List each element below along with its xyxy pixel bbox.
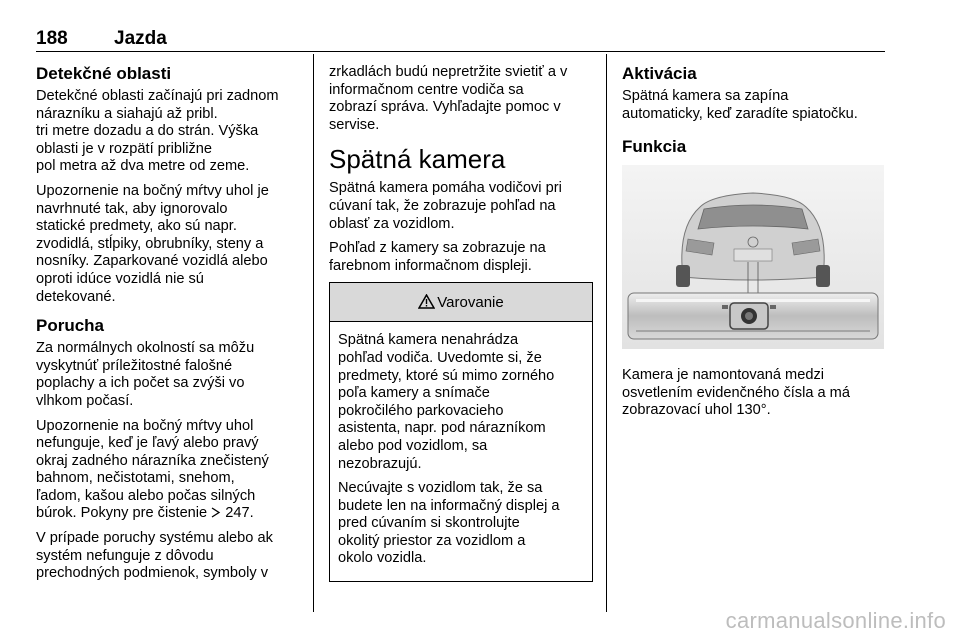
heading-rear-camera: Spätná kamera [329,144,506,175]
page-number: 188 [36,28,68,49]
warning-triangle-icon [418,294,437,312]
paragraph [36,530,306,583]
text-line: Necúvajte s vozidlom tak, že sa [338,480,543,497]
heading-detection-zones: Detekčné oblasti [36,64,172,83]
text-line: alebo pod vozidlom, sa [338,437,488,454]
heading-activation: Aktivácia [622,64,697,83]
column-divider-2 [606,54,607,612]
text-line: pred cúvaním si skontrolujte [338,515,520,532]
text-line: prechodných podmienok, symboly v [36,565,268,582]
text-line: oblasti je v rozpätí približne [36,140,213,157]
text-line: okolitý priestor za vozidlom a [338,532,526,549]
warning-header [330,283,592,322]
text-line: Detekčné oblasti začínajú pri zadnom [36,88,279,104]
text-line: okraj zadného nárazníka znečistený [36,452,269,469]
text-line: zobrazovací uhol 130°. [622,402,771,419]
section-title: Jazda [114,28,167,49]
heading-fault: Porucha [36,316,105,336]
text-line: pokročilého parkovacieho [338,402,504,419]
column-2 [329,64,593,582]
text-line: Za normálnych okolností sa môžu [36,340,255,357]
paragraph [36,418,306,524]
text-line: ľadom, kašou alebo počas silných [36,487,256,504]
text-line: nosníky. Zaparkované vozidlá alebo [36,253,268,270]
text-line: oblasť za vozidlom. [329,215,455,232]
text-line: Spätná kamera pomáha vodičovi pri [329,180,562,197]
page-reference-icon [211,505,221,521]
warning-box [329,282,593,582]
text-line: nárazníku a siahajú až pribl. [36,105,218,122]
paragraph [36,340,306,410]
text-line: vlhkom počasí. [36,392,134,409]
text-fragment: búrok. Pokyny pre čistenie [36,505,212,522]
text-line: Kamera je namontovaná medzi [622,367,824,384]
text-line: predmety, ktoré sú mimo zorného [338,367,555,384]
column-1 [36,64,306,590]
text-line: farebnom informačnom displeji. [329,257,532,274]
text-line: detekované. [36,288,116,305]
rear-camera-illustration [622,165,884,349]
text-line: poľa kamery a snímače [338,385,490,402]
text-line: zrkadlách budú nepretržite svietiť a v [329,64,568,80]
text-line: okolo vozidla. [338,550,427,567]
text-line: Spätná kamera sa zapína [622,88,789,104]
paragraph [329,64,593,134]
text-line: zvodidlá, stĺpiky, obrubníky, steny a [36,235,264,252]
text-line: oproti idúce vozidlá nie sú [36,270,204,287]
text-line: informačnom centre vodiča sa [329,81,524,98]
text-line: systém nefunguje z dôvodu [36,547,214,564]
paragraph [338,332,584,473]
text-line: nezobrazujú. [338,455,422,472]
page-reference-link[interactable]: 247. [225,505,254,522]
text-line [36,505,306,523]
column-divider-1 [313,54,314,612]
watermark: carmanualsonline.info [725,608,946,633]
text-line: asistenta, napr. pod nárazníkom [338,420,546,437]
paragraph [338,480,584,568]
text-line: poplachy a ich počet sa zvýši vo [36,375,245,392]
page-header [36,28,884,50]
paragraph [36,88,306,176]
text-line: pohľad vodiča. Uvedomte si, že [338,349,542,366]
text-line: tri metre dozadu a do strán. Výška [36,123,259,140]
paragraph [36,183,306,306]
text-line: osvetlením evidenčného čísla a má [622,384,850,401]
paragraph [622,88,886,123]
text-line: zobrazí správa. Vyhľadajte pomoc v [329,99,561,116]
text-line: Pohľad z kamery sa zobrazuje na [329,240,546,257]
text-line: bahnom, nečistotami, snehom, [36,470,235,487]
text-line: V prípade poruchy systému alebo ak [36,530,273,547]
column-3 [622,64,886,427]
heading-function: Funkcia [622,137,687,157]
header-rule [36,51,885,52]
paragraph [622,367,886,420]
text-line: budete len na informačný displej a [338,497,560,514]
paragraph [329,240,593,275]
text-line: Upozornenie na bočný mŕtvy uhol je [36,182,269,199]
text-line: Upozornenie na bočný mŕtvy uhol [36,417,254,434]
text-line: automaticky, keď zaradíte spiatočku. [622,105,858,122]
text-line: Spätná kamera nenahrádza [338,332,519,349]
text-line: navrhnuté tak, aby ignorovalo [36,200,228,217]
warning-body [330,322,592,581]
paragraph [329,180,593,233]
text-line: vyskytnúť príležitostné falošné [36,357,233,374]
text-line: cúvaní tak, že zobrazuje pohľad na [329,197,556,214]
text-line: statické predmety, ako sú napr. [36,218,237,235]
warning-title: Varovanie [437,293,504,311]
text-line: nefunguje, keď je ľavý alebo pravý [36,435,259,452]
text-line: pol metra až dva metre od zeme. [36,158,250,175]
text-line: servise. [329,116,380,133]
